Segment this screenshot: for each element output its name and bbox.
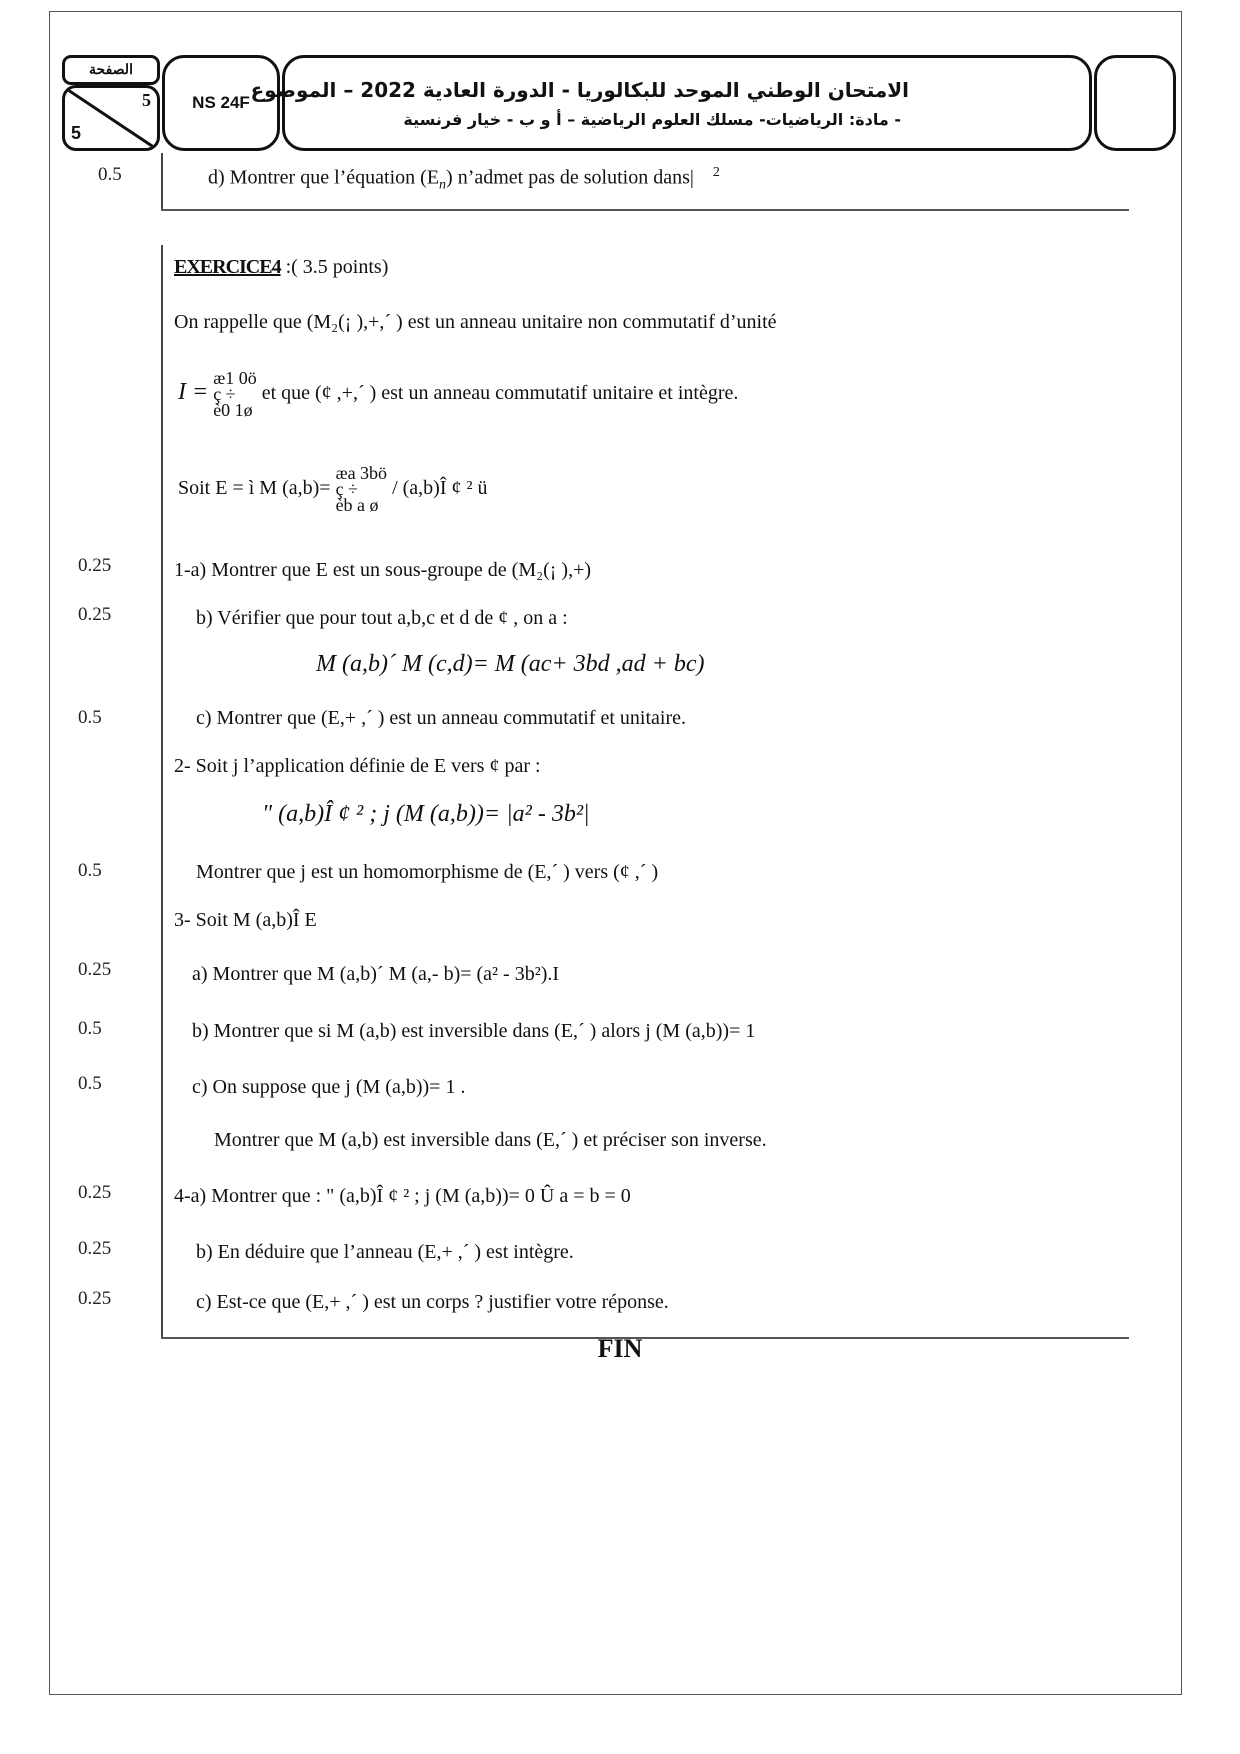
points: 0.25 (78, 1238, 112, 1259)
exercise-title (174, 256, 388, 279)
question-1a: 1-a) Montrer que E est un sous-groupe de (M₂(¡ ),+) (174, 559, 592, 581)
points: 0.25 (78, 959, 112, 980)
matrix-row: ç ÷ (213, 384, 236, 405)
points: 0.5 (78, 1018, 102, 1039)
set-matrix (336, 465, 388, 514)
exercise-heading: EXERCICE4 (174, 256, 281, 278)
question-2: 2- Soit j l’application définie de E vers ¢ par : (174, 755, 541, 777)
points: 0.25 (78, 604, 112, 625)
matrix-row: æ1 0ö (213, 368, 257, 388)
page-total: 5 (71, 123, 82, 143)
points: 0.25 (78, 1182, 112, 1203)
points: 0.5 (78, 707, 102, 728)
intro-line2 (178, 370, 738, 419)
question-3a: a) Montrer que M (a,b)´ M (a,- b)= (a² - 3b²).I (192, 963, 560, 985)
identity-label: I = (178, 378, 209, 405)
identity-matrix (213, 370, 257, 419)
question-d (208, 165, 720, 194)
intro-line1: On rappelle que (M₂(¡ ),+,´ ) est un anneau unitaire non commutatif d’unité (174, 311, 777, 333)
question-3c-continued: Montrer que M (a,b) est inversible dans (E,´ ) et préciser son inverse. (214, 1129, 767, 1151)
formula-product: M (a,b)´ M (c,d)= M (ac+ 3bd ,ad + bc) (316, 651, 705, 677)
end-label: FIN (597, 1334, 643, 1363)
page-current: 5 (142, 90, 151, 110)
question-text-after: ) n’admet pas de solution dans| (446, 166, 694, 189)
superscript: 2 (712, 165, 720, 180)
question-1c: c) Montrer que (E,+ ,´ ) est un anneau commutatif et unitaire. (196, 707, 686, 729)
set-definition (178, 465, 487, 514)
exam-title-line2: - مادة: الرياضيات- مسلك العلوم الرياضية – أ و ب - خيار فرنسية (403, 110, 901, 129)
exercise-points: :( 3.5 points) (285, 256, 389, 278)
points: 0.25 (78, 555, 112, 576)
points: 0.5 (78, 1073, 102, 1094)
exam-title-box (250, 55, 1092, 151)
blank-box (1094, 55, 1176, 151)
question-4c: c) Est-ce que (E,+ ,´ ) est un corps ? justifier votre réponse. (196, 1291, 669, 1313)
exam-code: NS 24F (162, 55, 280, 151)
page-label: الصفحة (62, 55, 160, 85)
question-4a: 4-a) Montrer que : " (a,b)Î ¢ ² ; j (M (a,b))= 0 Û a = b = 0 (174, 1185, 631, 1207)
question-2-homomorphism: Montrer que j est un homomorphisme de (E,´ ) vers (¢ ,´ ) (196, 861, 659, 883)
question-1b: b) Vérifier que pour tout a,b,c et d de ¢ , on a : (196, 607, 568, 629)
formula-phi: " (a,b)Î ¢ ² ; j (M (a,b))= |a² - 3b²| (262, 801, 590, 827)
intro-suffix: et que (¢ ,+,´ ) est un anneau commutatif unitaire et intègre. (261, 381, 739, 404)
subscript: n (439, 177, 447, 193)
matrix-row: èb a ø (335, 495, 379, 516)
question-3c: c) On suppose que j (M (a,b))= 1 . (192, 1076, 466, 1098)
matrix-row: è0 1ø (213, 400, 253, 421)
question-3b: b) Montrer que si M (a,b) est inversible dans (E,´ ) alors j (M (a,b))= 1 (192, 1020, 756, 1042)
matrix-row: ç ÷ (335, 479, 358, 500)
points: 0.5 (98, 164, 122, 185)
page-number-box (62, 85, 160, 151)
set-prefix: Soit E = ì M (a,b)= (178, 476, 331, 499)
exam-title-line1: الامتحان الوطني الموحد للبكالوريا - الدورة العادية 2022 – الموضوع (250, 78, 909, 102)
set-suffix: / (a,b)Î ¢ ² ü (392, 476, 488, 499)
separator (161, 209, 1129, 211)
points: 0.25 (78, 1288, 112, 1309)
points: 0.5 (78, 860, 102, 881)
question-3: 3- Soit M (a,b)Î E (174, 909, 317, 931)
question-4b: b) En déduire que l’anneau (E,+ ,´ ) est intègre. (196, 1241, 574, 1263)
matrix-row: æa 3bö (335, 463, 388, 483)
margin-divider (161, 245, 163, 1338)
question-text: d) Montrer que l’équation (E (208, 166, 440, 189)
